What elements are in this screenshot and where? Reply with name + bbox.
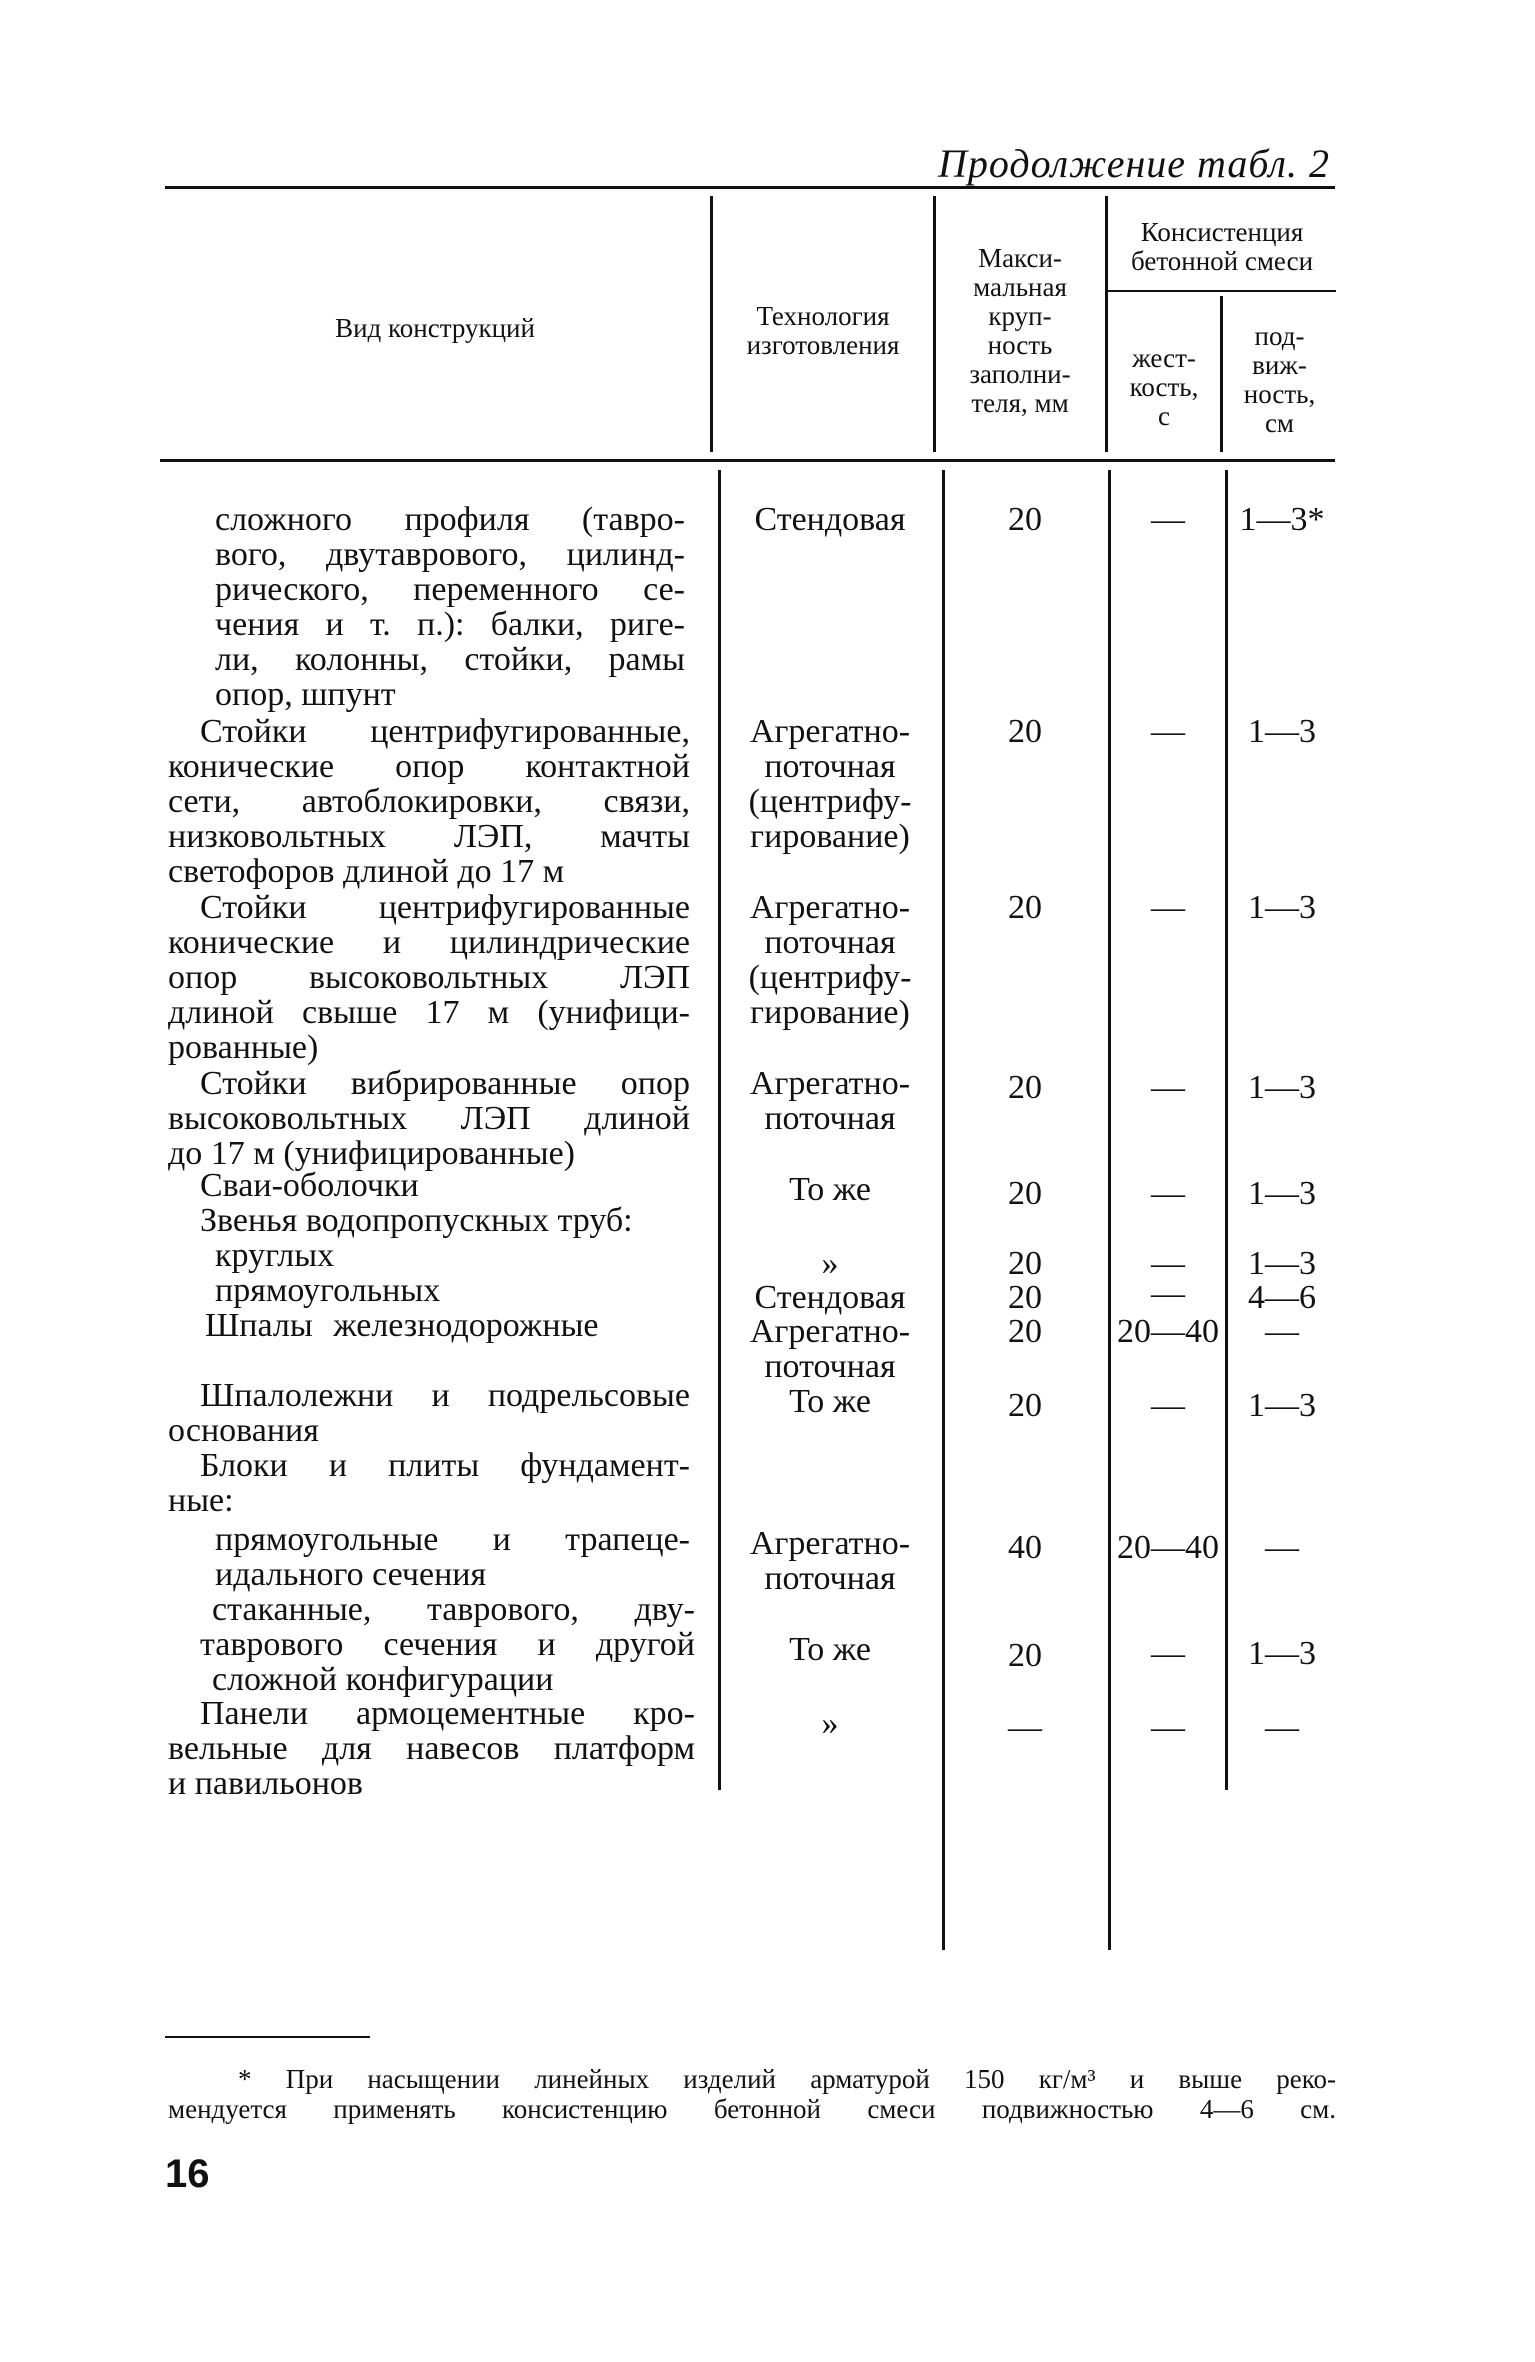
footnote: * При насыщении линейных изделий арматурой 150 кг/м³ и выше реко- мендуется применять консистенцию бетонной смеси подвижностью 4—6 см. (168, 2064, 1336, 2124)
row-size: 20 (1008, 501, 1042, 538)
group-heading: Блоки и плиты фундамент- ные: (168, 1447, 690, 1519)
header-col-size: Макси- мальная круп- ность заполни- теля, мм (969, 243, 1071, 418)
header-col-tech: Технология изготовления (746, 301, 900, 360)
row-stiffness: — (1151, 1069, 1185, 1106)
row-tech: Стендовая (754, 501, 906, 538)
row-stiffness: 20—40 (1117, 1529, 1219, 1566)
header-top-rule (165, 186, 1335, 189)
row-stiffness: — (1151, 1245, 1185, 1282)
row-mobility: 1—3 (1248, 1175, 1316, 1212)
row-size: 20 (1008, 1313, 1042, 1350)
row-stiffness: — (1151, 1275, 1185, 1312)
consistency-divider (1108, 290, 1336, 292)
row-mobility: — (1265, 1313, 1299, 1350)
row-tech: » (821, 1705, 839, 1742)
row-mobility: 4—6 (1248, 1279, 1316, 1316)
row-size: 20 (1008, 1637, 1042, 1674)
row-mobility: 1—3* (1239, 501, 1325, 538)
row-stiffness: — (1151, 1387, 1185, 1424)
row-mobility: 1—3 (1248, 889, 1316, 926)
table-row: Шпалы железнодорожные (205, 1307, 599, 1344)
row-mobility: 1—3 (1248, 713, 1316, 750)
row-mobility: — (1265, 1709, 1299, 1746)
row-size: — (1008, 1709, 1042, 1746)
row-size: 40 (1008, 1529, 1042, 1566)
header-col-mobility: под- виж- ность, см (1243, 321, 1316, 438)
table-row: прямоугольные и трапеце- идального сечения (215, 1521, 690, 1593)
table-row: Стойки центрифугированные конические и цилиндрические опор высоковольтных ЛЭП длиной свыше 17 м (унифици- рованные) (168, 889, 690, 1066)
header-col-stiffness: жест- кость, с (1129, 343, 1199, 431)
row-size: 20 (1008, 1387, 1042, 1424)
row-tech: То же (789, 1171, 871, 1208)
row-tech: Агрегатно- поточная (749, 1525, 911, 1597)
row-tech: Агрегатно- поточная (749, 1313, 911, 1385)
header-col-consistency: Консистенция бетонной смеси (1130, 217, 1314, 276)
row-tech: Агрегатно- поточная (749, 1065, 911, 1137)
row-mobility: 1—3 (1248, 1245, 1316, 1282)
row-tech: То же (789, 1383, 871, 1420)
table-row: круглых (215, 1237, 335, 1274)
body-vline-3 (1108, 470, 1111, 1950)
row-mobility: 1—3 (1248, 1069, 1316, 1106)
row-size: 20 (1008, 713, 1042, 750)
row-stiffness: 20—40 (1117, 1313, 1219, 1350)
table-row: Стойки вибрированные опор высоковольтных ЛЭП длиной до 17 м (унифицированные) (168, 1065, 690, 1172)
row-stiffness: — (1151, 889, 1185, 926)
group-heading: Звенья водопропускных труб: (200, 1202, 633, 1239)
page-number: 16 (165, 2152, 210, 2196)
row-mobility: 1—3 (1248, 1387, 1316, 1424)
row-size: 20 (1008, 889, 1042, 926)
row-mobility: 1—3 (1248, 1635, 1316, 1672)
table-row: Шпалолежни и подрельсовые основания (168, 1377, 690, 1449)
row-stiffness: — (1151, 1709, 1185, 1746)
header-vline-1 (710, 196, 713, 452)
row-tech: То же (789, 1631, 871, 1668)
body-vline-4 (1225, 470, 1228, 1790)
footnote-rule (165, 2036, 370, 2038)
table-row: стаканные, таврового, дву- таврового сечения и другой сложной конфигурации (200, 1591, 695, 1698)
header-bottom-rule (160, 459, 1335, 462)
row-size: 20 (1008, 1069, 1042, 1106)
body-vline-1 (718, 470, 721, 1790)
table-row: Панели армоцементные кро- вельные для навесов платформ и павильонов (168, 1695, 695, 1802)
table-row: Стойки центрифугированные, конические опор контактной сети, автоблокировки, связи, низковольтных ЛЭП, мачты светофоров длиной до 17 м (168, 713, 690, 890)
row-size: 20 (1008, 1279, 1042, 1316)
row-size: 20 (1008, 1245, 1042, 1282)
row-stiffness: — (1151, 501, 1185, 538)
header-col-type: Вид конструкций (335, 313, 535, 343)
row-stiffness: — (1151, 1635, 1185, 1672)
row-tech: Агрегатно- поточная (центрифу- гирование) (748, 889, 912, 1031)
row-size: 20 (1008, 1175, 1042, 1212)
table-row: прямоугольных (215, 1272, 441, 1309)
table-row: Сваи-оболочки (200, 1167, 419, 1204)
row-stiffness: — (1151, 1175, 1185, 1212)
row-mobility: — (1265, 1529, 1299, 1566)
row-tech: » (821, 1245, 839, 1282)
row-tech: Агрегатно- поточная (центрифу- гирование) (748, 713, 912, 855)
table-caption: Продолжение табл. 2 (937, 141, 1330, 186)
row-tech: Стендовая (754, 1279, 906, 1316)
table-row: сложного профиля (тавро- вого, двутаврового, цилинд- рического, переменного се- чения и т. п.): балки, риге- ли, колонны, стойки, рамы опор, шпунт (215, 501, 685, 713)
row-stiffness: — (1151, 713, 1185, 750)
